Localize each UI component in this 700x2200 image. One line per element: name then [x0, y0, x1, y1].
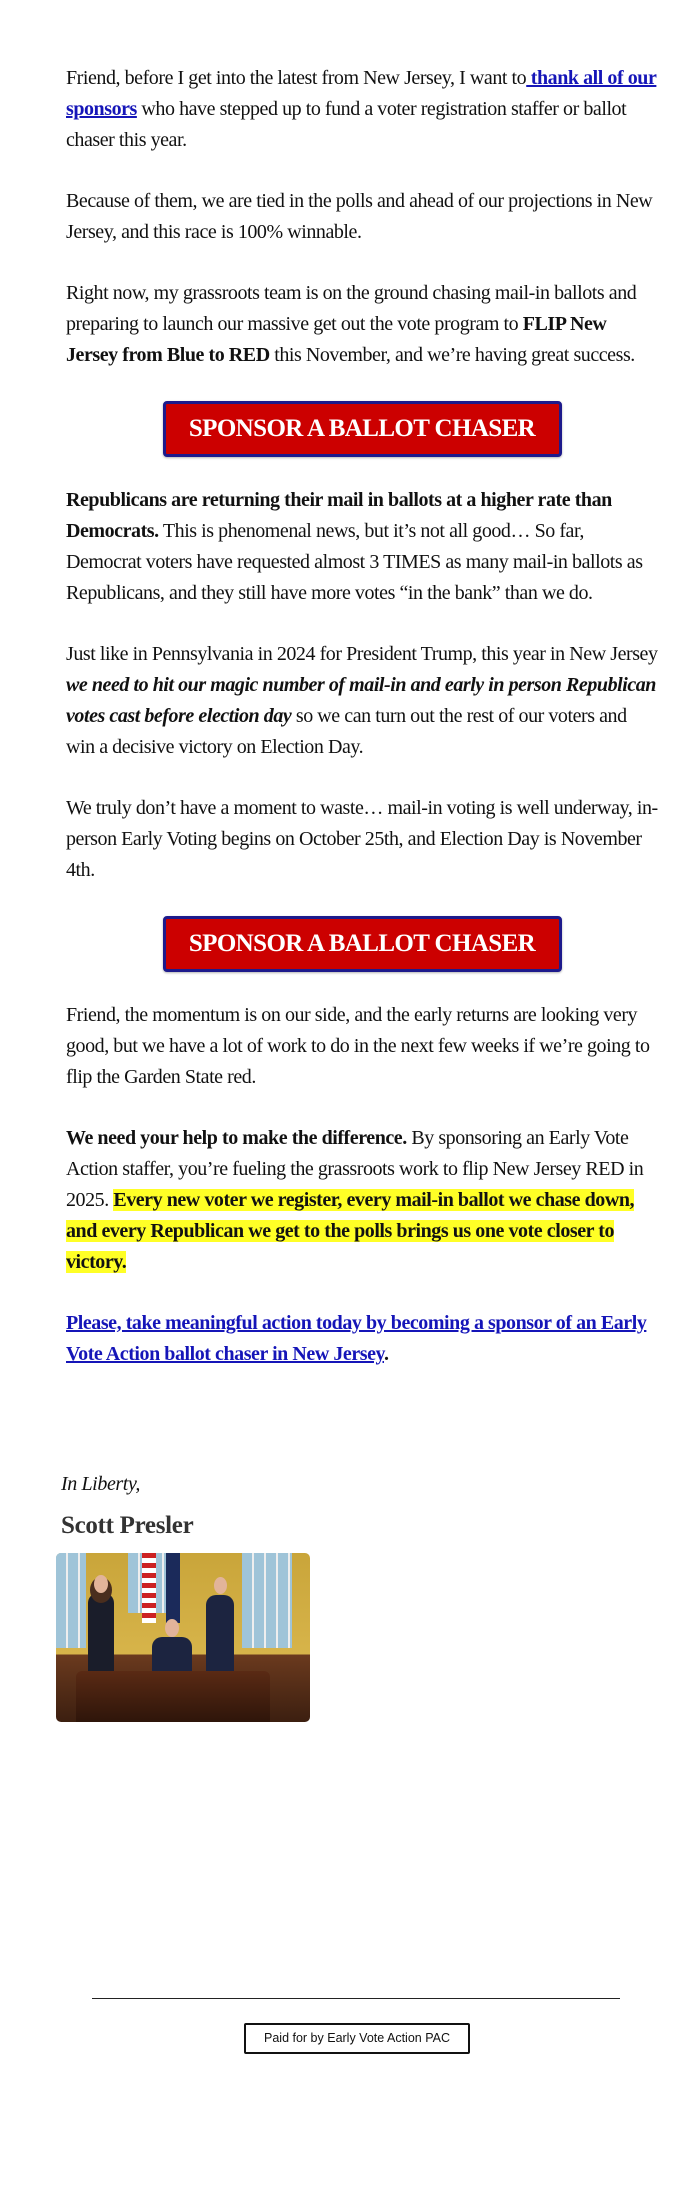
email-body — [66, 63, 658, 1400]
text: Just like in Pennsylvania in 2024 for President Trump, this year in New Jersey — [66, 643, 658, 665]
sponsor-ballot-chaser-button-2[interactable]: SPONSOR A BALLOT CHASER — [163, 916, 562, 972]
paragraph-momentum: Friend, the momentum is on our side, and the early returns are looking very good, but we have a lot of work to do in the next few weeks if we’re going to flip the Garden State red. — [66, 1004, 650, 1088]
window — [56, 1553, 86, 1648]
presidential-flag — [166, 1553, 180, 1623]
signature-photo — [56, 1553, 310, 1722]
thank-sponsors-link[interactable]: thank all of our sponsors — [66, 67, 657, 120]
person-head — [94, 1575, 108, 1593]
paid-for-disclaimer: Paid for by Early Vote Action PAC — [244, 2023, 470, 2054]
text: so we can turn out the rest of our voters and win a decisive victory on Election Day. — [66, 705, 627, 758]
text: Right now, my grassroots team is on the ground chasing mail-in ballots and preparing to launch our massive get out the vote program to — [66, 282, 637, 335]
paragraph-pennsylvania — [66, 639, 658, 763]
person-head — [214, 1577, 227, 1594]
text: This is phenomenal news, but it’s not all good… So far, Democrat voters have requested almost 3 TIMES as many mail-in ballots as Republicans, and they still have more votes “in the bank” than we do. — [66, 520, 643, 604]
paragraph-polls: Because of them, we are tied in the polls and ahead of our projections in New Jersey, and this race is 100% winnable. — [66, 190, 653, 243]
paragraph-grassroots — [66, 278, 658, 371]
text: . — [383, 1343, 389, 1365]
paragraph-help — [66, 1123, 658, 1278]
paragraph-action — [66, 1308, 658, 1370]
footer-divider — [92, 1998, 620, 1999]
paragraph-mail-in-rates — [66, 485, 658, 609]
highlighted-text: Every new voter we register, every mail-in ballot we chase down, and every Republican we get to the polls brings us one vote closer to victory. — [66, 1189, 635, 1273]
text: who have stepped up to fund a voter registration staffer or ballot chaser this year. — [66, 98, 627, 151]
window — [242, 1553, 292, 1648]
text: By sponsoring an Early Vote Action staffer, you’re fueling the grassroots work to flip New Jersey RED in 2025. — [66, 1127, 644, 1211]
bold-text: Republicans are returning their mail in ballots at a higher rate than Democrats. — [66, 489, 612, 542]
paragraph-dates: We truly don’t have a moment to waste… mail-in voting is well underway, in-person Early Voting begins on October 25th, and Election Day is November 4th. — [66, 797, 658, 881]
text: this November, and we’re having great success. — [269, 344, 635, 366]
bold-italic-text: we need to hit our magic number of mail-in and early in person Republican votes cast before election day — [66, 674, 656, 727]
person-head — [165, 1619, 179, 1637]
bold-text: We need your help to make the difference. — [66, 1127, 407, 1149]
signature-name: Scott Presler — [61, 1512, 194, 1539]
bold-text: FLIP New Jersey from Blue to RED — [66, 313, 607, 366]
us-flag — [142, 1553, 156, 1623]
become-sponsor-link[interactable]: Please, take meaningful action today by becoming a sponsor of an Early Vote Action ballot chaser in New Jersey — [66, 1312, 647, 1365]
paragraph-intro — [66, 63, 658, 156]
person — [206, 1595, 234, 1675]
person — [88, 1593, 114, 1683]
text: Friend, before I get into the latest from New Jersey, I want to — [66, 67, 527, 89]
sponsor-ballot-chaser-button[interactable]: SPONSOR A BALLOT CHASER — [163, 401, 562, 457]
desk — [76, 1671, 270, 1722]
signoff: In Liberty, — [61, 1473, 140, 1495]
